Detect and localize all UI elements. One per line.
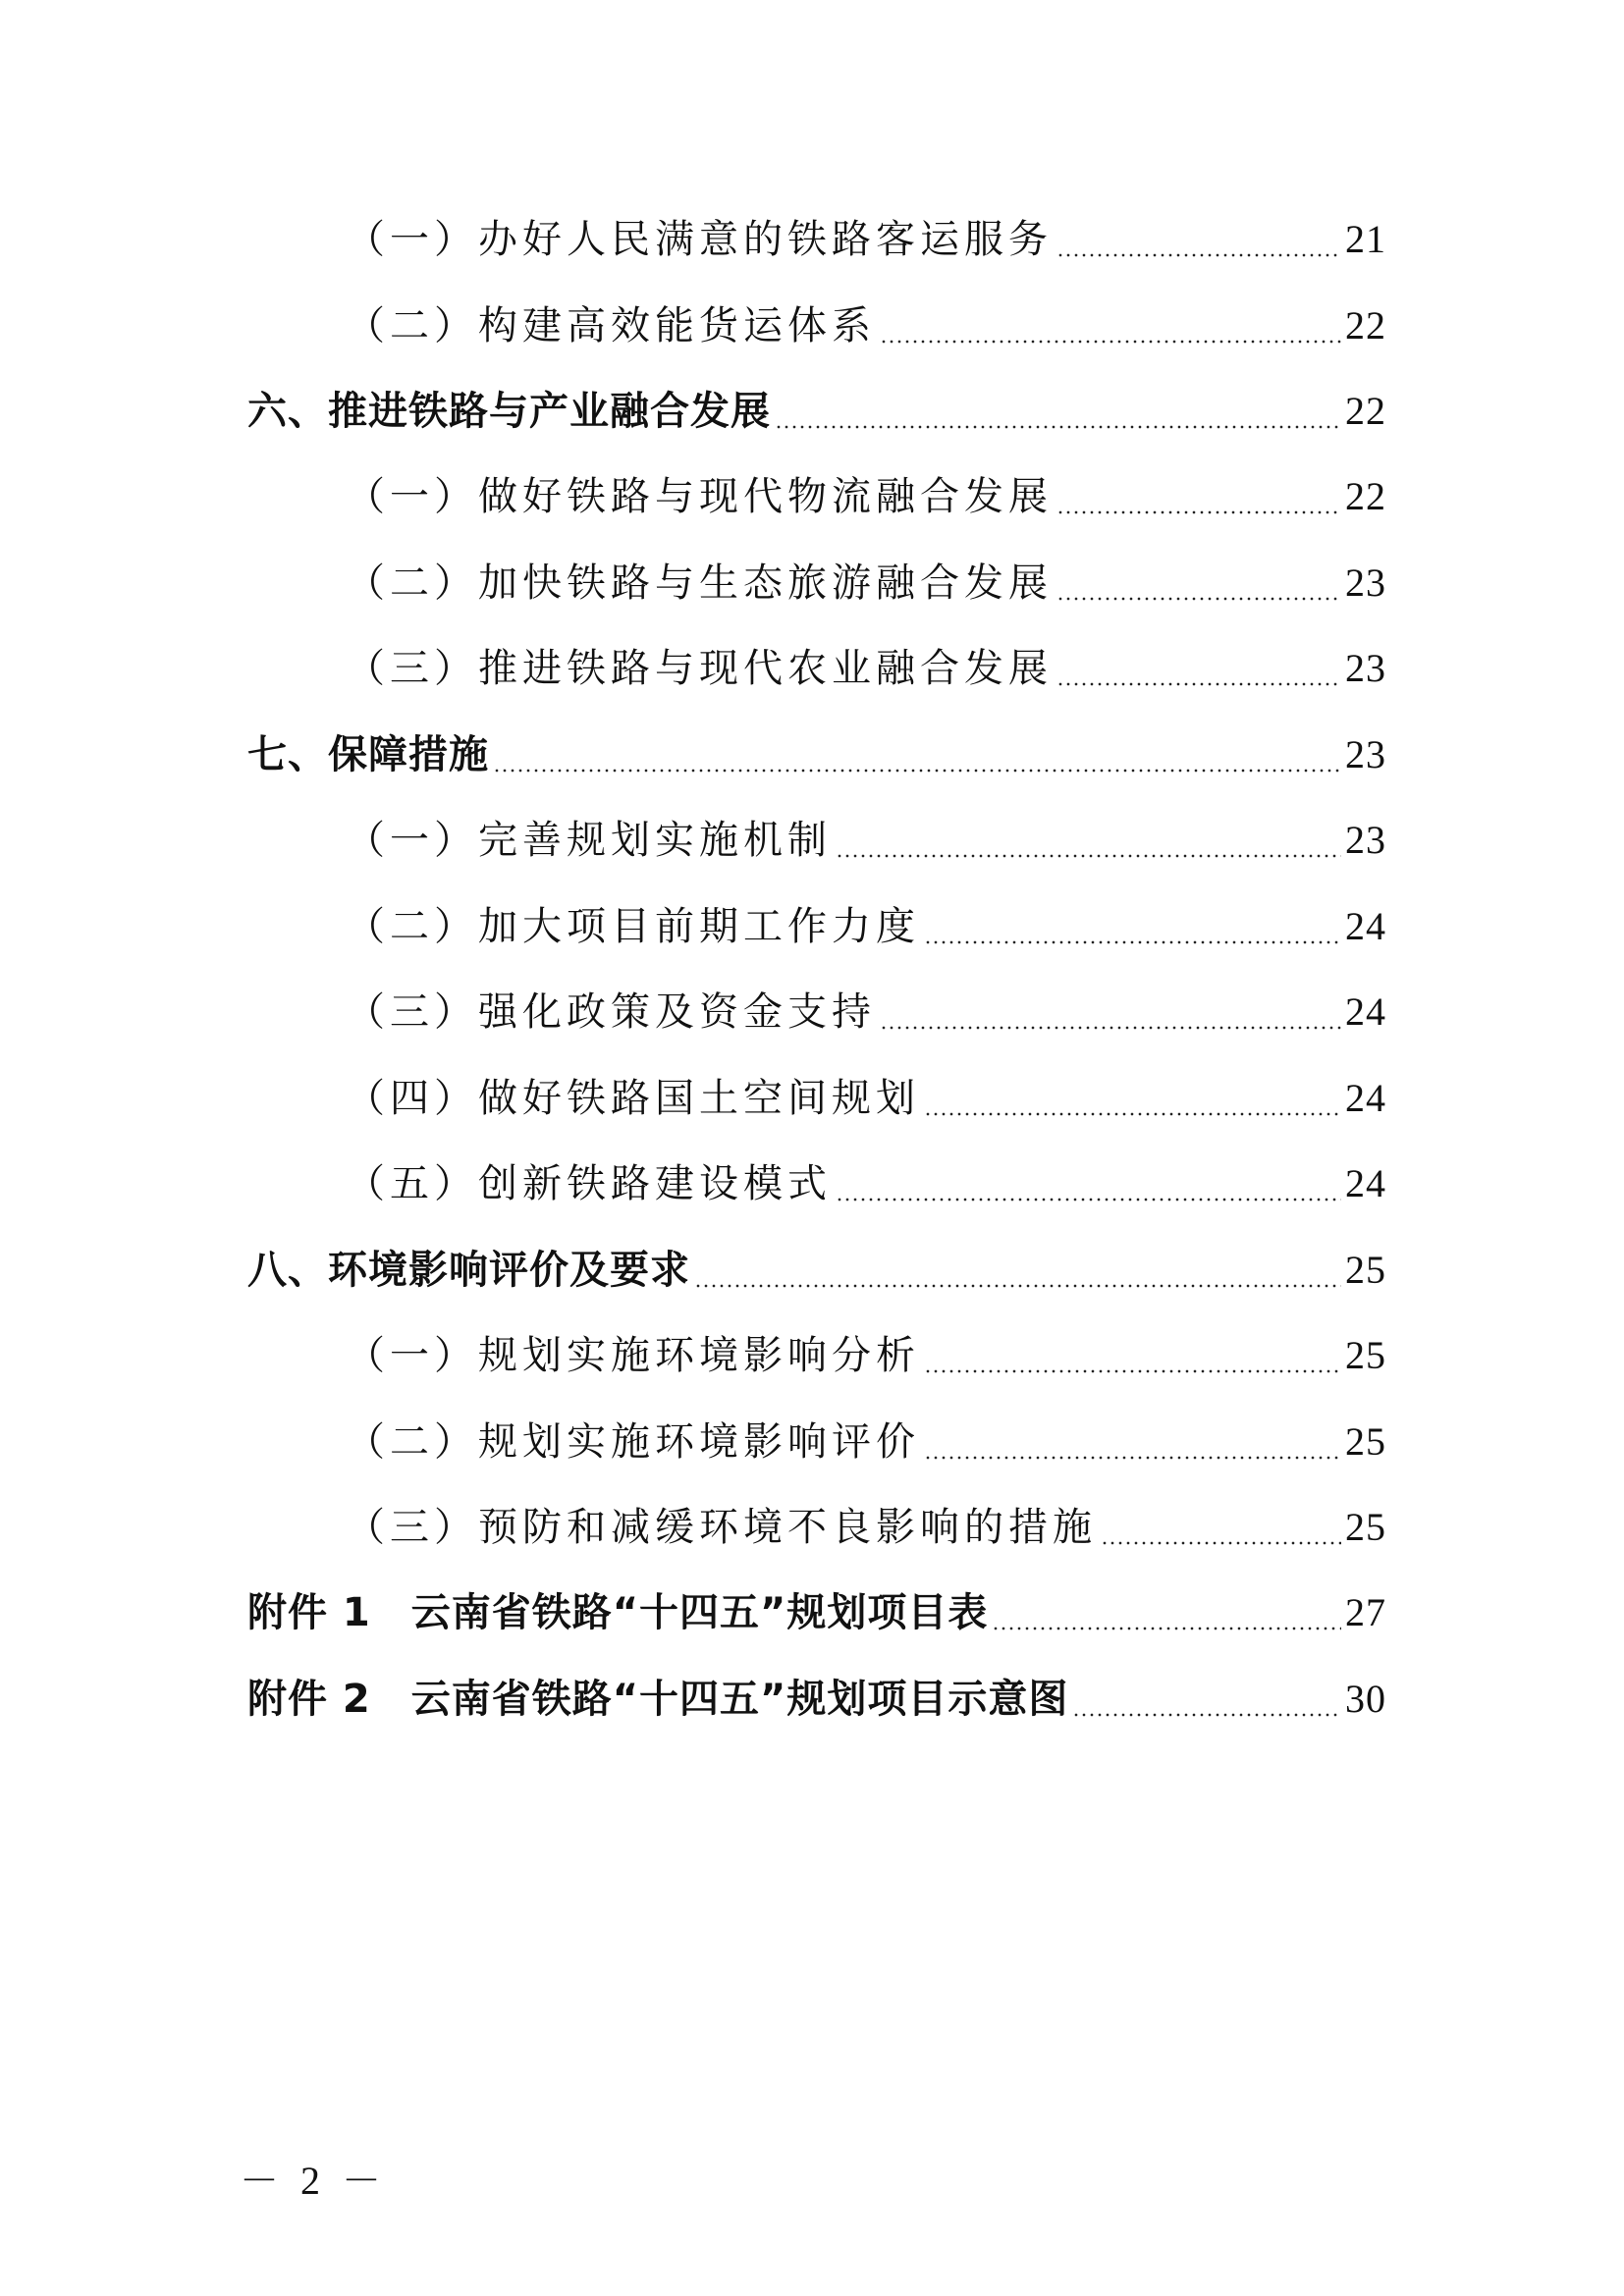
toc-leader-dots (836, 1198, 1341, 1201)
toc-entry-title: （二）规划实施环境影响评价 (346, 1419, 920, 1465)
toc-entry[interactable] (247, 723, 1386, 786)
toc-entry[interactable] (247, 1581, 1386, 1644)
toc-page-number: 24 (1345, 904, 1386, 948)
toc-entry-title: （三）推进铁路与现代农业融合发展 (346, 646, 1053, 691)
toc-entry[interactable] (247, 1668, 1386, 1731)
toc-entry-title: 六、推进铁路与产业融合发展 (247, 389, 771, 434)
toc-entry-title: （一）办好人民满意的铁路客运服务 (346, 217, 1053, 262)
toc-page-number: 27 (1345, 1590, 1386, 1634)
toc-entry-title: 附件 1 云南省铁路“十四五”规划项目表 (247, 1590, 989, 1635)
toc-leader-dots (1101, 1541, 1341, 1545)
toc-entry-title: 七、保障措施 (247, 732, 489, 777)
toc-entry-title: （一）规划实施环境影响分析 (346, 1333, 920, 1378)
toc-leader-dots (880, 340, 1341, 344)
toc-entry[interactable] (346, 294, 1386, 357)
toc-entry[interactable] (346, 1324, 1386, 1387)
toc-entry-title: （一）完善规划实施机制 (346, 818, 832, 863)
toc-entry-title: （一）做好铁路与现代物流融合发展 (346, 474, 1053, 519)
toc-entry-title: （三）预防和减缓环境不良影响的措施 (346, 1505, 1097, 1550)
toc-leader-dots (992, 1627, 1341, 1630)
toc-entry-title: （五）创新铁路建设模式 (346, 1161, 832, 1206)
toc-page-number: 25 (1345, 1248, 1386, 1292)
toc-page-number: 25 (1345, 1505, 1386, 1549)
toc-page-number: 23 (1345, 646, 1386, 690)
toc-leader-dots (1072, 1713, 1341, 1717)
toc-entry[interactable] (247, 1239, 1386, 1302)
toc-entry[interactable] (346, 465, 1386, 528)
toc-page-number: 23 (1345, 818, 1386, 862)
toc-entry[interactable] (346, 552, 1386, 614)
toc-entry-title: 八、环境影响评价及要求 (247, 1248, 690, 1293)
toc-page-number: 21 (1345, 217, 1386, 261)
toc-page-number: 24 (1345, 989, 1386, 1034)
toc-page-number: 23 (1345, 561, 1386, 605)
toc-page-number: 25 (1345, 1333, 1386, 1377)
toc-leader-dots (1056, 253, 1341, 257)
toc-page-number: 22 (1345, 474, 1386, 518)
toc-page-number: 22 (1345, 303, 1386, 347)
toc-leader-dots (924, 1456, 1341, 1460)
toc-page-number: 23 (1345, 732, 1386, 776)
toc-leader-dots (880, 1026, 1341, 1030)
toc-entry[interactable] (247, 380, 1386, 443)
toc-entry[interactable] (346, 981, 1386, 1043)
page-number-footer: － 2 － (240, 2159, 387, 2203)
toc-page-number: 25 (1345, 1419, 1386, 1464)
toc-leader-dots (1056, 682, 1341, 686)
toc-leader-dots (1056, 510, 1341, 514)
toc-entry[interactable] (346, 637, 1386, 700)
toc-entry-title: （三）强化政策及资金支持 (346, 989, 876, 1035)
toc-leader-dots (924, 940, 1341, 944)
toc-entry[interactable] (346, 1496, 1386, 1559)
toc-entry-title: （四）做好铁路国土空间规划 (346, 1076, 920, 1121)
toc-entry-title: （二）构建高效能货运体系 (346, 303, 876, 348)
toc-leader-dots (836, 854, 1341, 858)
toc-leader-dots (924, 1112, 1341, 1116)
toc-entry[interactable] (346, 1067, 1386, 1130)
toc-entry[interactable] (346, 1411, 1386, 1473)
toc-leader-dots (924, 1369, 1341, 1373)
toc-leader-dots (775, 425, 1341, 429)
toc-entry-title: 附件 2 云南省铁路“十四五”规划项目示意图 (247, 1677, 1069, 1722)
toc-entry[interactable] (346, 208, 1386, 271)
toc-entry[interactable] (346, 1152, 1386, 1215)
toc-leader-dots (493, 769, 1341, 773)
toc-page-number: 30 (1345, 1677, 1386, 1721)
toc-leader-dots (694, 1284, 1341, 1288)
toc-entry-title: （二）加快铁路与生态旅游融合发展 (346, 561, 1053, 606)
toc-entry[interactable] (346, 809, 1386, 872)
toc-entry-title: （二）加大项目前期工作力度 (346, 904, 920, 949)
toc-page-number: 22 (1345, 389, 1386, 433)
toc-leader-dots (1056, 597, 1341, 601)
toc-entry[interactable] (346, 895, 1386, 958)
toc-page-number: 24 (1345, 1161, 1386, 1205)
toc-page-number: 24 (1345, 1076, 1386, 1120)
